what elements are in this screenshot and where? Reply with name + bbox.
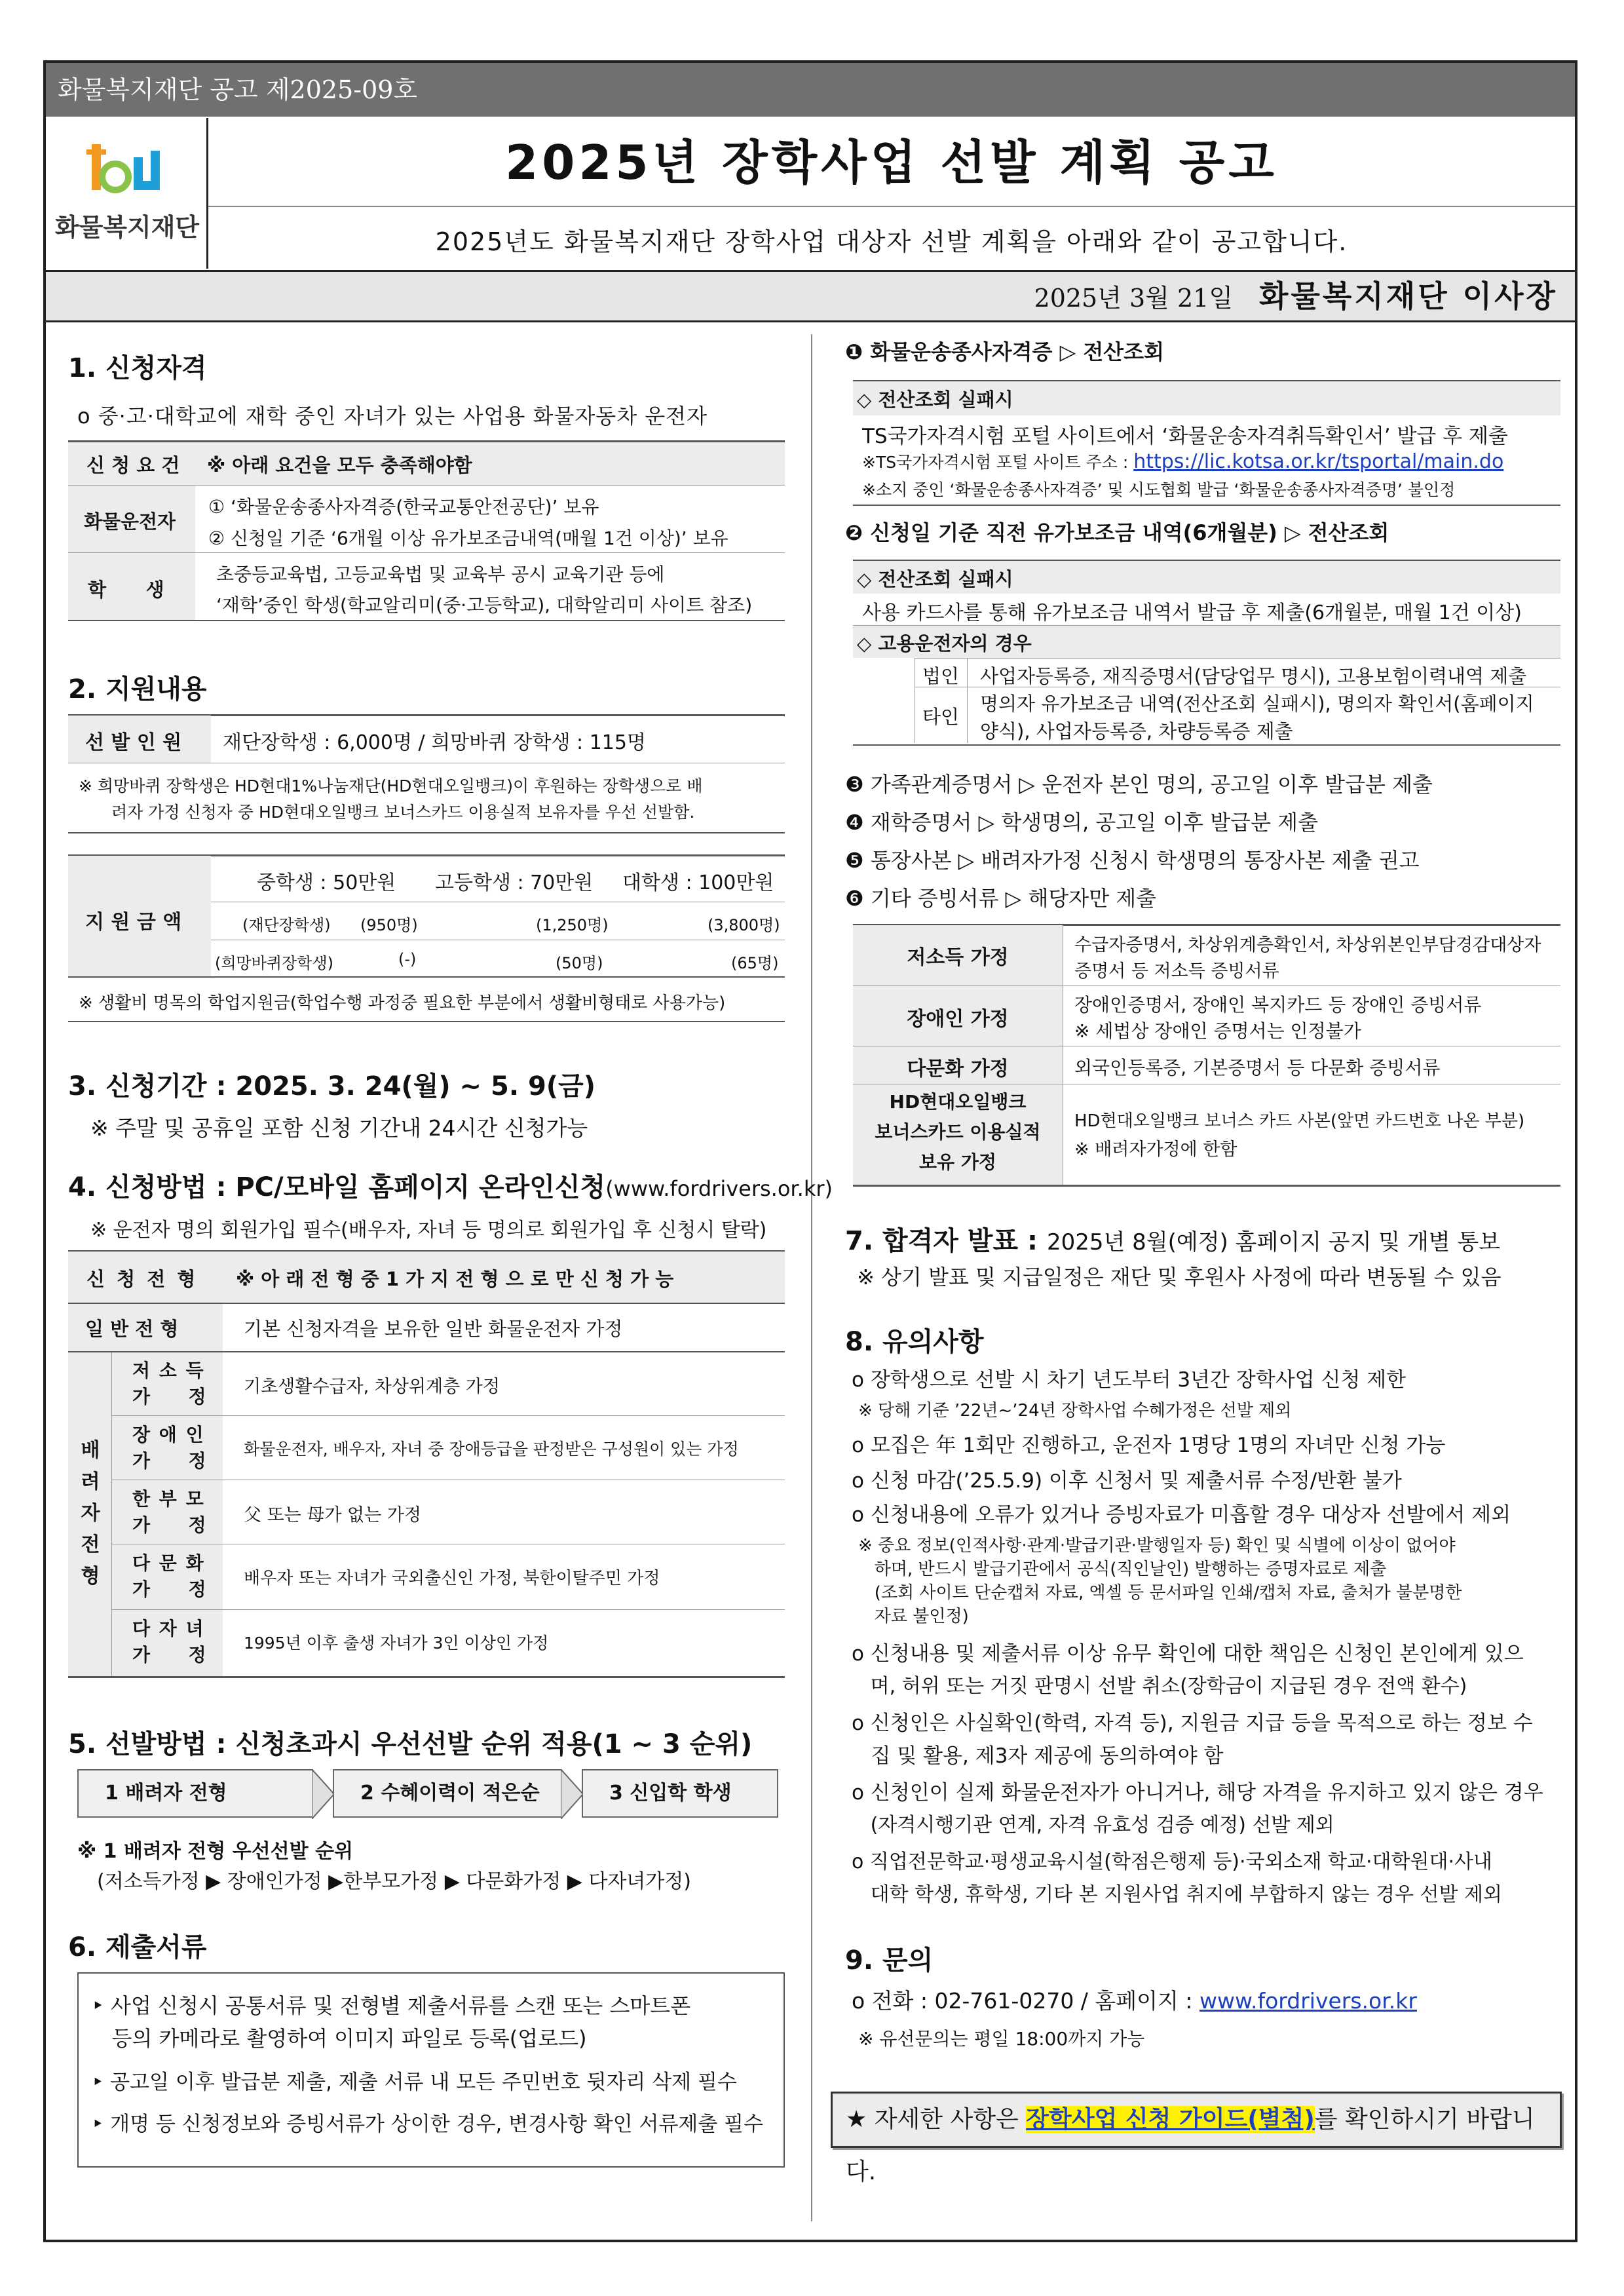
guide-notice-box (831, 2092, 1562, 2185)
r-item-4: ❹ 재학증명서 ▷ 학생명의, 공고일 이후 발급분 제출 (845, 810, 1319, 835)
r2-line-1: 사용 카드사를 통해 유가보조금 내역서 발급 후 제출(6개월분, 매월 1건 이상) (862, 602, 1522, 624)
guide-notice-post: 를 확인하시기 바랍니다. (846, 2106, 1535, 2185)
s4-row-1-key-2: 가 정 (132, 1386, 206, 1407)
r1-heading: ❶ 화물운송종사자격증 ▷ 전산조회 (845, 339, 1164, 364)
r2-top-line (853, 560, 1560, 561)
s4-header-2: ※ 아 래 전 형 중 1 가 지 전 형 으 로 만 신 청 가 능 (236, 1268, 674, 1290)
s4-row-4-key-2: 가 정 (132, 1578, 206, 1600)
s2-r1-high: (1,250명) (536, 916, 609, 934)
s9-contact-label: o 전화 : 02-761-0270 / 홈페이지 : (852, 1988, 1200, 2014)
s8-line-4: o 신청 마감(’25.5.9) 이후 신청서 및 제출서류 수정/반환 불가 (852, 1469, 1402, 1493)
s6-item-1: ‣ 사업 신청시 공통서류 및 전형별 제출서류를 스캔 또는 스마트폰 (92, 1993, 691, 2018)
foundation-logo-icon (86, 138, 168, 197)
r2-heading: ❷ 신청일 기준 직전 유가보조금 내역(6개월분) ▷ 전산조회 (845, 520, 1389, 545)
page-title: 2025년 장학사업 선발 계획 공고 (505, 135, 1278, 190)
rt-row-4-key-2: 보너스카드 이용실적 (875, 1121, 1041, 1143)
rt-bottom (853, 1185, 1560, 1187)
r1-top-line (853, 380, 1560, 381)
s5-step-2: 2 수혜이력이 적은순 (333, 1769, 562, 1818)
section-3-title: 3. 신청기간 : 2025. 3. 24(월) ~ 5. 9(금) (68, 1071, 595, 1101)
s2-note-1: ※ 희망바퀴 장학생은 HD현대1%나눔재단(HD현대오일뱅크)이 후원하는 장학생으로 배 (79, 776, 703, 795)
s4-row-4-value: 배우자 또는 자녀가 국외출신인 가정, 북한이탈주민 가정 (244, 1569, 660, 1588)
title-divider (208, 206, 1575, 207)
s1-student-label: 학 생 (88, 579, 164, 601)
section-7-title (845, 1220, 1500, 1257)
s1-driver-label: 화물운전자 (84, 510, 176, 533)
s1-intro: o 중·고·대학교에 재학 중인 자녀가 있는 사업용 화물자동차 운전자 (77, 404, 708, 429)
section-1-title: 1. 신청자격 (68, 353, 207, 383)
r2-value-2b: 양식), 사업자등록증, 차량등록증 제출 (980, 720, 1293, 742)
s8-line-9: 자료 불인정) (858, 1607, 969, 1626)
guide-notice-pre: ★ 자세한 사항은 (846, 2106, 1027, 2133)
s8-line-10: o 신청내용 및 제출서류 이상 유무 확인에 대한 책임은 신청인 본인에게 있으 (852, 1642, 1524, 1666)
s4-row-5-key-1: 다 자 녀 (132, 1618, 205, 1639)
s4-title-text: 4. 신청방법 : PC/모바일 홈페이지 온라인신청 (68, 1172, 606, 1202)
s2-r2-univ: (65명) (731, 954, 779, 972)
s1-req-label: 신 청 요 건 (86, 454, 180, 476)
r2-row-line-1 (915, 658, 1560, 659)
s2-r1-middle: (950명) (360, 916, 418, 934)
s2-count-label: 선 발 인 원 (85, 731, 182, 754)
s4-row-2-key-2: 가 정 (132, 1450, 206, 1472)
issuer: 화물복지재단 이사장 (1259, 278, 1558, 314)
s5-step-3: 3 신입학 학생 (582, 1769, 778, 1818)
section-6-title: 6. 제출서류 (68, 1932, 207, 1962)
homepage-link[interactable]: www.fordrivers.or.kr (1199, 1988, 1417, 2014)
s8-line-2: ※ 당해 기준 ’22년~’24년 장학사업 수혜가정은 선발 제외 (858, 1401, 1292, 1421)
section-5-title: 5. 선발방법 : 신청초과시 우선선발 순위 적용(1 ~ 3 순위) (68, 1729, 753, 1759)
section-8-title: 8. 유의사항 (845, 1327, 984, 1357)
s1-student-req-2: ‘재학’중인 학생(학교알리미(중·고등학교), 대학알리미 사이트 참조) (216, 594, 753, 616)
r1-line-1: TS국가자격시험 포털 사이트에서 ‘화물운송자격취득확인서’ 발급 후 제출 (862, 425, 1508, 448)
s7-rest: 2025년 8월(예정) 홈페이지 공지 및 개별 통보 (1046, 1229, 1501, 1255)
r1-sub: ◇ 전산조회 실패시 (857, 389, 1013, 411)
rt-row-2-value-1: 장애인증명서, 장애인 복지카드 등 장애인 증빙서류 (1074, 994, 1482, 1016)
rt-row-4-value-2: ※ 배려자가정에 한함 (1074, 1139, 1237, 1160)
section-9-title: 9. 문의 (845, 1945, 934, 1976)
s5-note-text: (저소득가정 ▶ 장애인가정 ▶한부모가정 ▶ 다문화가정 ▶ 다자녀가정) (97, 1870, 691, 1893)
s4-row-3-key-1: 한 부 모 (132, 1488, 205, 1510)
s5-note-title: ※ 1 배려자 전형 우선선발 순위 (77, 1840, 354, 1863)
r-item-6: ❻ 기타 증빙서류 ▷ 해당자만 제출 (845, 886, 1157, 911)
r2-key-1: 법인 (922, 665, 960, 687)
r-item-5: ❺ 통장사본 ▷ 배려자가정 신청시 학생명의 통장사본 제출 권고 (845, 848, 1420, 873)
s1-req-note: ※ 아래 요건을 모두 충족해야함 (207, 454, 472, 476)
r2-bottom-line (853, 744, 1560, 746)
s1-student-req-1: 초중등교육법, 고등교육법 및 교육부 공시 교육기관 등에 (216, 564, 665, 585)
s2-middle-amount: 중학생 : 50만원 (257, 871, 396, 894)
rt-row-4-key-1: HD현대오일뱅크 (889, 1091, 1027, 1113)
s4-row-5-key-2: 가 정 (132, 1644, 206, 1666)
s1-table-top (68, 440, 785, 442)
guide-link[interactable]: 장학사업 신청 가이드(별첨) (1026, 2106, 1315, 2133)
s5-step-1: 1 배려자 전형 (77, 1769, 313, 1818)
s8-line-8: (조회 사이트 단순캡처 자료, 엑셀 등 문서파일 인쇄/캡처 자료, 출처가 불분명한 (858, 1583, 1462, 1603)
s4-row-1-key-1: 저 소 득 (132, 1360, 205, 1381)
s8-line-11: 며, 허위 또는 거짓 판명시 선발 취소(장학금이 지급된 경우 전액 환수) (852, 1675, 1467, 1698)
s4-row-sep-1 (111, 1415, 785, 1416)
s4-row-3-key-2: 가 정 (132, 1514, 206, 1536)
tsportal-link[interactable]: https://lic.kotsa.or.kr/tsportal/main.do (1133, 450, 1504, 473)
s4-header-1: 신 청 전 형 (86, 1268, 198, 1290)
s4-row-5-value: 1995년 이후 출생 자녀가 3인 이상인 가정 (244, 1634, 549, 1653)
s6-item-2: ‣ 공고일 이후 발급분 제출, 제출 서류 내 모든 주민번호 뒷자리 삭제 필수 (92, 2071, 737, 2094)
s7-note: ※ 상기 발표 및 지급일정은 재단 및 후원사 사정에 따라 변동될 수 있음 (857, 1265, 1501, 1290)
s8-line-3: o 모집은 年 1회만 진행하고, 운전자 1명당 1명의 자녀만 신청 가능 (852, 1434, 1446, 1457)
s2-univ-amount: 대학생 : 100만원 (622, 871, 774, 894)
s8-line-12: o 신청인은 사실확인(학력, 자격 등), 지원금 지급 등을 목적으로 하는 정보 수 (852, 1712, 1533, 1735)
s2-note-bottom (68, 832, 785, 833)
s8-line-13: 집 및 활용, 제3자 제공에 동의하여야 함 (852, 1744, 1224, 1768)
s1-driver-req-2: ② 신청일 기준 ‘6개월 이상 유가보조금내역(매월 1건 이상)’ 보유 (208, 527, 728, 549)
r1-line-3: ※소지 중인 ‘화물운송종사자격증’ 및 시도협회 발급 ‘화물운송종사자격증명’ 불인정 (862, 480, 1456, 499)
rt-row-1-value-1: 수급자증명서, 차상위계층확인서, 차상위본인부담경감대상자 (1074, 935, 1541, 955)
r2-sub-2: ◇ 고용운전자의 경우 (857, 632, 1032, 655)
rt-row-2-value-2: ※ 세법상 장애인 증명서는 인정불가 (1074, 1020, 1361, 1042)
s4-general-text: 기본 신청자격을 보유한 일반 화물운전자 가정 (244, 1318, 623, 1340)
rt-sep-1 (853, 985, 1560, 986)
r2-value-divider (967, 658, 968, 743)
r2-sub-1: ◇ 전산조회 실패시 (857, 568, 1013, 590)
r1-line-2-label: ※TS국가자격시험 포털 사이트 주소 : (862, 453, 1134, 472)
s8-line-6: ※ 중요 정보(인적사항·관계·발급기관·발행일자 등) 확인 및 식별에 이상이 없어야 (858, 1536, 1456, 1556)
s8-line-7: 하며, 반드시 발급기관에서 공식(직인날인) 발행하는 증명자료로 제출 (858, 1559, 1387, 1579)
s8-line-16: o 직업전문학교·평생교육시설(학점은행제 등)·국외소재 학교·대학원대·사내 (852, 1850, 1492, 1873)
s4-row-4-key-1: 다 문 화 (132, 1552, 205, 1574)
section-2-title: 2. 지원내용 (68, 674, 207, 704)
s2-count-text: 재단장학생 : 6,000명 / 희망바퀴 장학생 : 115명 (223, 731, 646, 754)
s8-line-5: o 신청내용에 오류가 있거나 증빙자료가 미흡할 경우 대상자 선발에서 제외 (852, 1503, 1511, 1527)
r-item-3: ❸ 가족관계증명서 ▷ 운전자 본인 명의, 공고일 이후 발급분 제출 (845, 772, 1433, 797)
r2-value-2a: 명의자 유가보조금 내역(전산조회 실패시), 명의자 확인서(홈페이지 (980, 693, 1534, 715)
s8-line-14: o 신청인이 실제 화물운전자가 아니거나, 해당 자격을 유지하고 있지 않은 경우 (852, 1781, 1543, 1805)
section-4-title (68, 1166, 833, 1204)
notice-number: 화물복지재단 공고 제2025-09호 (46, 63, 1575, 117)
s6-item-3: ‣ 개명 등 신청정보와 증빙서류가 상이한 경우, 변경사항 확인 서류제출 필수 (92, 2113, 764, 2136)
s3-note: ※ 주말 및 공휴일 포함 신청 기간내 24시간 신청가능 (90, 1115, 588, 1141)
logo-text: 화물복지재단 (54, 213, 200, 242)
s8-line-15: (자격시행기관 연계, 자격 유효성 검증 예정) 선발 제외 (852, 1814, 1334, 1837)
page-subtitle: 2025년도 화물복지재단 장학사업 대상자 선발 계획을 아래와 같이 공고합니다. (435, 227, 1348, 256)
s2-amount-bottom (68, 976, 785, 978)
s2-footnote: ※ 생활비 명목의 학업지원금(학업수행 과정중 필요한 부분에서 생활비형태로 사용가능) (79, 993, 726, 1013)
rt-row-2-key: 장애인 가정 (907, 1008, 1009, 1031)
s5-arrow-2-icon (561, 1769, 583, 1819)
s4-row-2-value: 화물운전자, 배우자, 자녀 중 장애등급을 판정받은 구성원이 있는 가정 (244, 1440, 739, 1459)
s9-contact (852, 1984, 1417, 2015)
s2-amount-label: 지 원 금 액 (85, 911, 182, 934)
s5-arrow-1-icon (312, 1769, 334, 1819)
column-divider (811, 334, 812, 2221)
s2-r1-label: (재단장학생) (242, 916, 331, 934)
s4-row-sep-4 (111, 1609, 785, 1610)
s2-r2-label: (희망바퀴장학생) (215, 954, 334, 972)
s4-table-bottom (68, 1676, 785, 1678)
s2-high-amount: 고등학생 : 70만원 (435, 871, 594, 894)
rt-row-4-key-3: 보유 가정 (919, 1151, 996, 1173)
date-bar (46, 270, 1575, 322)
rt-row-1-value-2: 증명서 등 저소득 증빙서류 (1074, 961, 1279, 982)
r2-value-1: 사업자등록증, 재직증명서(담당업무 명시), 고용보험이력내역 제출 (980, 665, 1527, 687)
s8-line-1: o 장학생으로 선발 시 차기 년도부터 3년간 장학사업 신청 제한 (852, 1368, 1407, 1392)
s8-line-17: 대학 학생, 휴학생, 기타 본 지원사업 취지에 부합하지 않는 경우 선발 제외 (852, 1883, 1502, 1906)
s1-table-bottom (68, 620, 785, 621)
s4-url: (www.fordrivers.or.kr) (605, 1176, 833, 1201)
s4-care-label: 배려자전형 (81, 1439, 100, 1588)
rt-row-3-value: 외국인등록증, 기본증명서 등 다문화 증빙서류 (1074, 1057, 1441, 1079)
s7-title-text: 7. 합격자 발표 : (845, 1226, 1047, 1256)
logo-area (46, 118, 208, 269)
s2-table-bottom (68, 1021, 785, 1022)
s4-general-label: 일 반 전 형 (85, 1318, 179, 1340)
rt-row-1-key: 저소득 가정 (907, 946, 1009, 969)
s4-note: ※ 운전자 명의 회원가입 필수(배우자, 자녀 등 명의로 회원가입 후 신청시 탈락) (90, 1219, 767, 1242)
s6-item-1b: 등의 카메라로 촬영하여 이미지 파일로 등록(업로드) (92, 2026, 587, 2051)
rt-row-4-value-1: HD현대오일뱅크 보너스 카드 사본(앞면 카드번호 나온 부분) (1074, 1111, 1525, 1131)
s9-note: ※ 유선문의는 평일 18:00까지 가능 (858, 2028, 1145, 2050)
s2-r2-middle: (-) (398, 950, 417, 968)
s4-row-1-value: 기초생활수급자, 차상위계층 가정 (244, 1377, 500, 1397)
s1-driver-req-1: ① ‘화물운송종사자격증(한국교통안전공단)’ 보유 (208, 496, 599, 518)
s2-r2-high: (50명) (556, 954, 603, 972)
s4-care-divider (111, 1352, 112, 1676)
r2-mid-line (853, 625, 1560, 626)
s2-r1-univ: (3,800명) (708, 916, 780, 934)
r1-line-2 (862, 450, 1503, 473)
s2-note-2: 려자 가정 신청자 중 HD현대오일뱅크 보너스카드 이용실적 보유자를 우선 선발함. (111, 803, 695, 822)
r2-key-2: 타인 (922, 706, 960, 728)
rt-row-3-key: 다문화 가정 (907, 1058, 1009, 1081)
s4-row-3-value: 父 또는 母가 없는 가정 (244, 1505, 421, 1525)
notice-date: 2025년 3월 21일 (1034, 284, 1234, 313)
s4-row-2-key-1: 장 애 인 (132, 1424, 205, 1445)
r1-bottom-line (853, 505, 1560, 506)
